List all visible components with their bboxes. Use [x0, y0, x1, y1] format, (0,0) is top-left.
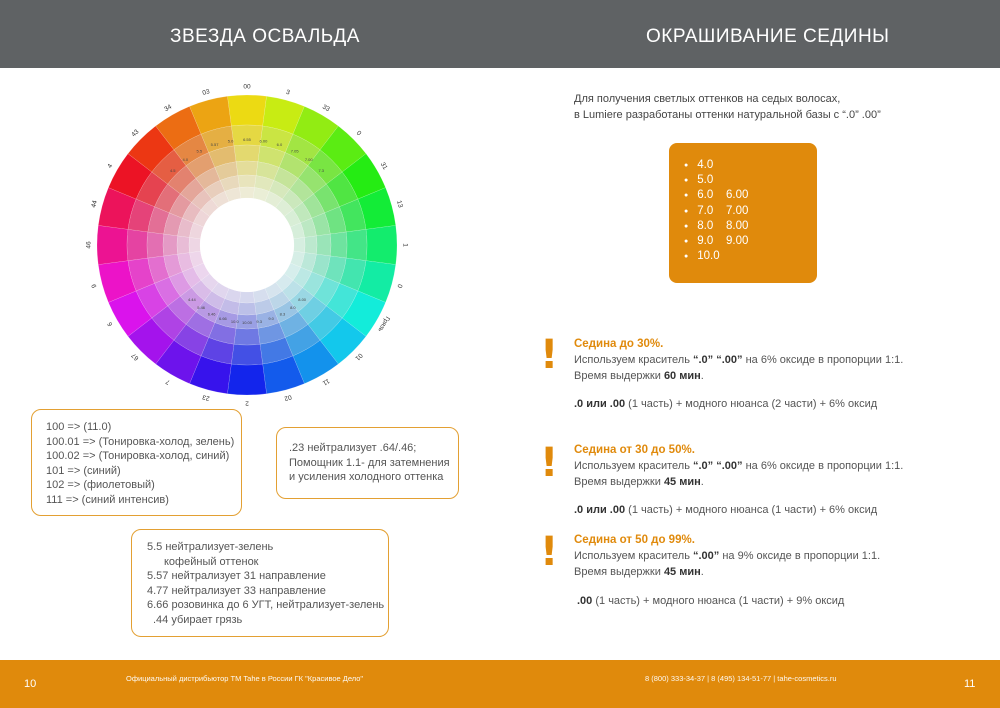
- wheel-segment: [127, 229, 148, 260]
- wheel-segment: [239, 187, 254, 198]
- wheel-segment: [305, 236, 317, 254]
- wheel-shade-label: 4.5: [169, 167, 176, 173]
- wheel-outer-label: 31: [378, 161, 389, 171]
- wheel-shade-label: 5.46: [197, 305, 206, 311]
- wheel-segment: [234, 145, 260, 162]
- wheel-outer-label: 23: [201, 393, 211, 402]
- wheel-shade-label: 5.0: [227, 138, 234, 144]
- warning-exclamation-icon: !: [540, 332, 559, 378]
- wheel-outer-label: 02: [283, 393, 293, 402]
- codes-box: [31, 409, 242, 516]
- wheel-outer-label: 11: [321, 376, 331, 387]
- wheel-shade-label: 7.3: [318, 167, 325, 173]
- wheel-shade-label: 10.0: [230, 319, 239, 325]
- section-heading: Седина до 30%.: [574, 338, 664, 350]
- wheel-shade-label: 6.46: [207, 311, 216, 317]
- wheel-segment: [177, 236, 189, 254]
- page-number-left: 10: [24, 678, 37, 690]
- intro-line: в Lumiere разработаны оттенки натуральной базы с “.0” .00”: [574, 109, 881, 121]
- codes-line: 100 => (11.0): [46, 421, 112, 433]
- neutralize-box: [276, 427, 459, 499]
- wheel-segment: [227, 364, 266, 395]
- wheel-shade-label: 8.00: [298, 297, 307, 303]
- section-heading: Седина от 50 до 99%.: [574, 534, 695, 546]
- neutralize-line: и усиления холодного оттенка: [289, 471, 444, 483]
- wheel-outer-label: 46: [85, 241, 93, 249]
- shade-item: ● 10.0: [684, 249, 817, 264]
- codes-line: 100.01 => (Тонировка-холод, зелень): [46, 435, 235, 448]
- wheel-segment: [238, 175, 256, 187]
- warning-exclamation-icon: !: [540, 529, 559, 575]
- wheel-shade-label: 5.5: [196, 148, 203, 154]
- wheel-segment: [97, 225, 128, 264]
- wheel-outer-label: 00: [243, 83, 251, 91]
- page-footer: [0, 660, 1000, 708]
- wheel-shade-label: 4.44: [187, 297, 196, 303]
- wheel-segment: [294, 237, 305, 252]
- wheel-outer-label: 67: [130, 351, 141, 362]
- wheel-outer-label: 0: [395, 283, 404, 289]
- section-grey-30-50: Седина от 30 до 50%. Используем краситель “.0” “.00” на 6% оксиде в пропорции 1:1. Время выдержки 45 мин.: [574, 444, 904, 488]
- wheel-segment: [346, 229, 367, 260]
- intro-line: Для получения светлых оттенков на седых волосах,: [574, 93, 841, 105]
- section-heading: Седина от 30 до 50%.: [574, 444, 695, 456]
- wheel-shade-label: 8.3: [279, 311, 286, 317]
- right-page-title: ОКРАШИВАНИЕ СЕДИНЫ: [646, 26, 890, 47]
- wheel-outer-label: Грязь: [376, 314, 391, 333]
- shade-item: ● 9.0 9.00: [684, 234, 817, 249]
- wheel-segment: [227, 95, 266, 126]
- wheel-shade-label: 8.0: [290, 305, 296, 311]
- neutralize-line: .23 нейтрализует .64/.46;: [289, 442, 417, 454]
- tips-line: 5.57 нейтрализует 31 направление: [147, 570, 326, 582]
- wheel-segment: [231, 125, 262, 146]
- wheel-shade-label: 7.00: [304, 157, 313, 163]
- wheel-shade-label: 9.0: [268, 316, 274, 322]
- warning-exclamation-icon: !: [540, 440, 559, 486]
- tips-line: 4.77 нейтрализует 33 направление: [147, 584, 326, 597]
- intro-text: [574, 91, 881, 123]
- formula-30: .0 или .00 (1 часть) + модного нюанса (2 части) + 6% оксид: [574, 398, 878, 410]
- wheel-outer-label: 43: [130, 128, 141, 139]
- wheel-segment: [163, 234, 178, 256]
- wheel-outer-label: 33: [321, 103, 331, 114]
- wheel-shade-label: 5.57: [210, 142, 219, 148]
- tips-line: .44 убирает грязь: [153, 613, 243, 626]
- wheel-outer-label: 01: [353, 351, 364, 362]
- wheel-segment: [234, 328, 260, 345]
- shade-item: ● 8.0 8.00: [684, 219, 817, 234]
- shade-item: ● 6.0 6.00: [684, 188, 817, 203]
- wheel-shade-label: 6.00: [259, 138, 268, 144]
- wheel-segment: [147, 232, 164, 258]
- wheel-segment: [238, 303, 256, 315]
- wheel-segment: [239, 292, 254, 303]
- wheel-shade-label: 10.00: [241, 320, 253, 326]
- page-number-right: 11: [964, 678, 976, 690]
- wheel-outer-label: 4: [106, 162, 115, 170]
- shade-item: ● 7.0 7.00: [684, 204, 817, 219]
- wheel-segment: [236, 161, 258, 176]
- tips-line: 5.5 нейтрализует-зелень: [147, 541, 274, 553]
- wheel-outer-label: 44: [90, 199, 99, 209]
- wheel-segment: [189, 237, 200, 252]
- formula-50-99: .00 (1 часть) + модного нюанса (1 части) + 9% оксид: [577, 595, 845, 607]
- wheel-outer-label: 0: [354, 129, 363, 138]
- codes-line: 101 => (синий): [46, 464, 121, 477]
- neutralize-line: Помощник 1.1- для затемнения: [289, 456, 450, 469]
- wheel-outer-label: 13: [395, 199, 404, 209]
- wheel-segment: [366, 225, 397, 264]
- wheel-segment: [231, 344, 262, 365]
- wheel-shade-label: 9.3: [256, 319, 262, 325]
- shade-item: ● 4.0: [684, 158, 817, 173]
- wheel-outer-label: 9: [90, 283, 99, 289]
- wheel-outer-label: 3: [285, 88, 291, 97]
- contacts-text: 8 (800) 333-34-37 | 8 (495) 134-51-77 | tahe-cosmetics.ru: [645, 674, 837, 683]
- codes-line: 100.02 => (Тонировка-холод, синий): [46, 450, 230, 462]
- wheel-segment: [330, 232, 347, 258]
- wheel-outer-label: 1: [401, 243, 409, 247]
- wheel-shade-label: 6.0: [276, 142, 283, 148]
- shade-item: ● 5.0: [684, 173, 817, 188]
- wheel-shade-label: 6.66: [218, 316, 227, 322]
- wheel-outer-label: 2: [245, 399, 249, 407]
- wheel-outer-label: 7: [164, 377, 172, 386]
- codes-line: 102 => (фиолетовый): [46, 479, 155, 491]
- wheel-outer-label: 03: [201, 88, 211, 97]
- wheel-outer-label: 34: [163, 103, 173, 114]
- left-page-title: ЗВЕЗДА ОСВАЛЬДА: [170, 26, 360, 47]
- section-grey-50-99: Седина от 50 до 99%. Используем краситель “.00” на 9% оксиде в пропорции 1:1. Время выдержки 45 мин.: [574, 534, 881, 578]
- wheel-shade-label: 4.0: [182, 157, 189, 163]
- wheel-shade-label: 7.05: [290, 148, 299, 154]
- page-header: [0, 0, 1000, 68]
- wheel-segment: [316, 234, 331, 256]
- wheel-center: [200, 198, 294, 292]
- section-grey-30: Седина до 30%. Используем краситель “.0” “.00” на 6% оксиде в пропорции 1:1. Время выдержки 60 мин.: [574, 338, 904, 382]
- formula-30-50: .0 или .00 (1 часть) + модного нюанса (1 части) + 6% оксид: [574, 504, 878, 516]
- tips-line: кофейный оттенок: [164, 555, 259, 568]
- natural-shades-panel: [669, 143, 817, 283]
- tips-line: 6.66 розовинка до 6 УГТ, нейтрализует-зелень: [147, 599, 385, 611]
- oswald-color-wheel: [85, 83, 409, 407]
- wheel-outer-label: 6: [106, 320, 115, 328]
- distributor-text: Официальный дистрибьютор ТМ Tahe в России ГК "Красивое Дело": [126, 674, 364, 683]
- codes-line: 111 => (синий интенсив): [46, 493, 169, 506]
- tips-box: [131, 529, 389, 637]
- wheel-shade-label: 6.55: [243, 137, 251, 143]
